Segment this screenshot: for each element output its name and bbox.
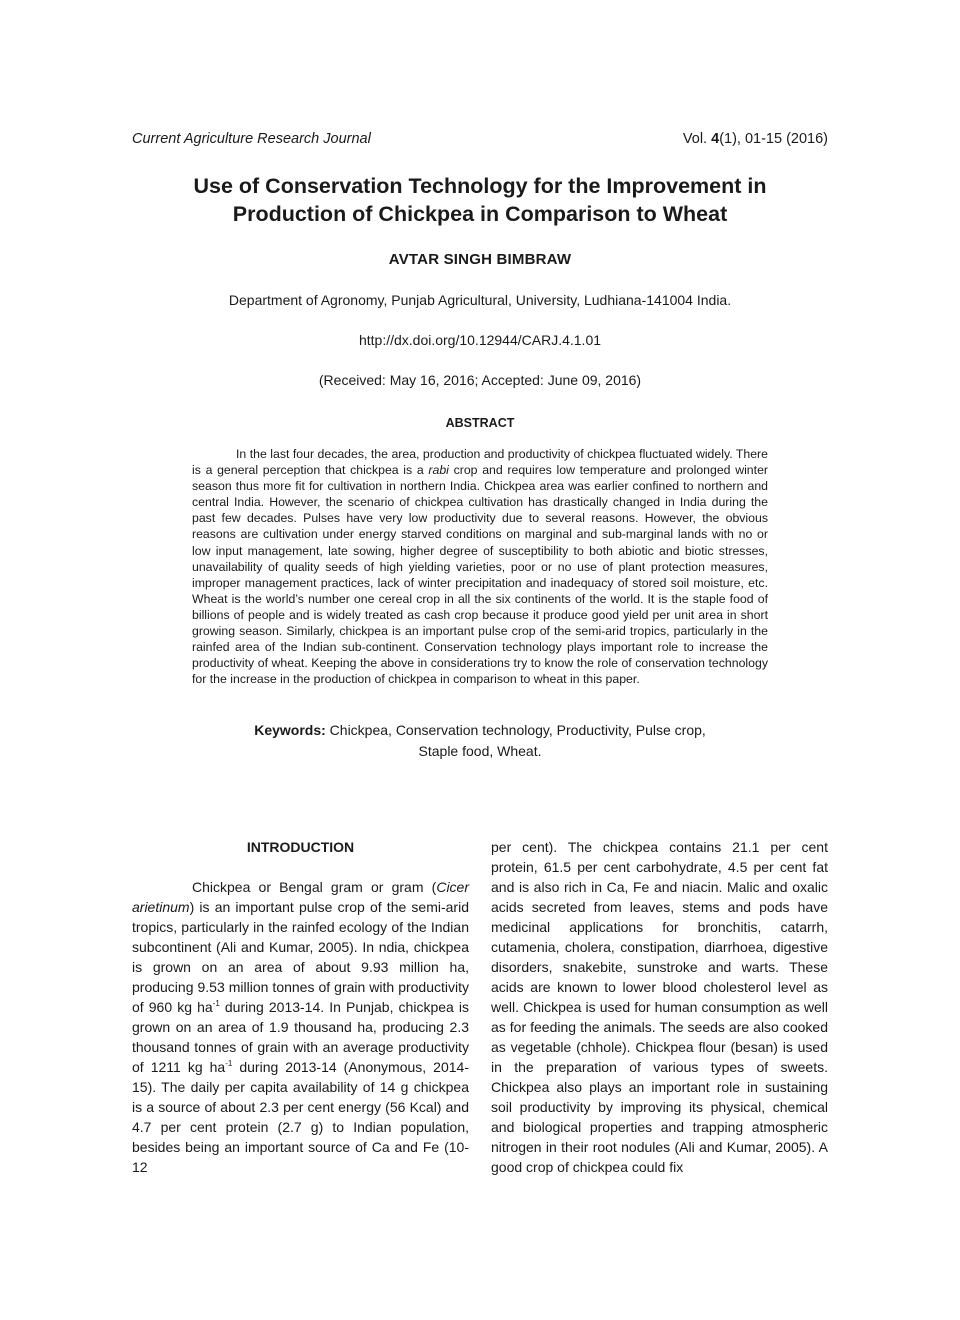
- journal-name: Current Agriculture Research Journal: [132, 131, 371, 147]
- intro-species-name: Cicer arietinum: [132, 879, 469, 915]
- keywords: [250, 720, 710, 762]
- affiliation: Department of Agronomy, Punjab Agricultural, University, Ludhiana-141004 India.: [228, 292, 732, 308]
- intro-text-a: Chickpea or Bengal gram or gram (: [192, 879, 437, 895]
- introduction-paragraph: [132, 877, 469, 1177]
- keywords-label: Keywords:: [254, 722, 326, 738]
- volume-info: [683, 129, 828, 149]
- intro-text-c: during 2013-14. In Punjab, chickpea is grown on an area of 1.9 thousand ha, producing 2.3 thousand tonnes of grain with an average productivity of 1211 kg ha: [132, 999, 470, 1075]
- abstract-heading: ABSTRACT: [445, 416, 515, 430]
- column-left: [132, 837, 469, 1177]
- introduction-heading: INTRODUCTION: [246, 839, 355, 855]
- volume-number: 4: [711, 131, 720, 147]
- introduction-continued: per cent). The chickpea contains 21.1 per cent protein, 61.5 per cent carbohydrate, 4.5 per cent fat and is also rich in Ca, Fe and niacin. Malic and oxalic acids secreted from leaves, stems and pods have medicinal applications for bronchitis, catarrh, cutamenia, cholera, constipation, diarrhoea, digestive disorders, snakebite, sunstroke and warts. These acids are known to lower blood cholesterol level as well. Chickpea is used for human consumption as well as for feeding the animals. The seeds are also cooked as vegetable (chhole). Chickpea flour (besan) is used in the preparation of various types of sweets. Chickpea also plays an important role in sustaining soil productivity by improving its physical, chemical and biological properties and trapping atmospheric nitrogen in their root nodules (Ali and Kumar, 2005). A good crop of chickpea could fix: [491, 839, 828, 1175]
- author-name: AVTAR SINGH BIMBRAW: [388, 251, 572, 268]
- superscript-1: -1: [212, 999, 220, 1008]
- running-head: [132, 129, 828, 149]
- title-line-1: Use of Conservation Technology for the Improvement in: [193, 174, 767, 198]
- superscript-2: -1: [225, 1059, 233, 1068]
- keywords-list: Chickpea, Conservation technology, Productivity, Pulse crop, Staple food, Wheat.: [325, 722, 706, 759]
- intro-text-d: during 2013-14 (Anonymous, 2014-15). The daily per capita availability of 14 g chickpea is a source of about 2.3 per cent energy (56 Kcal) and 4.7 per cent protein (2.7 g) to Indian population, besides being an important source of Ca and Fe (10-12: [132, 1059, 469, 1175]
- volume-suffix: (1), 01-15 (2016): [719, 131, 828, 147]
- abstract-text: [192, 446, 768, 687]
- paper-title: [100, 172, 860, 228]
- abstract-italic-term: rabi: [428, 463, 449, 478]
- received-accepted-dates: (Received: May 16, 2016; Accepted: June 09, 2016): [318, 372, 642, 388]
- column-right: [491, 837, 828, 1177]
- doi-link[interactable]: http://dx.doi.org/10.12944/CARJ.4.1.01: [358, 332, 602, 348]
- abstract-part-2: crop and requires low temperature and prolonged winter season thus more fit for cultivation in northern India. Chickpea area was earlier confined to northern and central India. However, the scenario of chickpea cultivation has drastically changed in India during the past few decades. Pulses have very low productivity due to several reasons. However, the obvious reasons are cultivation under energy starved conditions on marginal and sub-marginal lands with no or low input management, late sowing, higher degree of susceptibility to both abiotic and biotic stresses, unavailability of quality seeds of high yielding varieties, poor or no use of plant protection measures, improper management practices, lack of winter precipitation and inadequacy of stored soil moisture, etc. Wheat is the world’s number one cereal crop in all the six continents of the world. It is the staple food of billions of people and is widely treated as cash crop because it produce good yield per unit area in short growing season. Similarly, chickpea is an important pulse crop of the semi-arid tropics, particularly in the rainfed area of the Indian sub-continent. Conservation technology plays important role to increase the productivity of wheat. Keeping the above in considerations try to know the role of conservation technology for the increase in the production of chickpea in comparison to wheat in this paper.: [192, 463, 768, 687]
- volume-prefix: Vol.: [682, 131, 712, 147]
- intro-text-b: ) is an important pulse crop of the semi-arid tropics, particularly in the rainfed ecology of the Indian subcontinent (Ali and Kumar, 2005). In ndia, chickpea is grown on an area of about 9.93 million ha, producing 9.53 million tonnes of grain with productivity of 960 kg ha: [132, 899, 469, 1015]
- title-line-2: Production of Chickpea in Comparison to Wheat: [232, 202, 728, 226]
- abstract-part-1: In the last four decades, the area, production and productivity of chickpea fluctuated widely. There is a general perception that chickpea is a: [192, 447, 768, 478]
